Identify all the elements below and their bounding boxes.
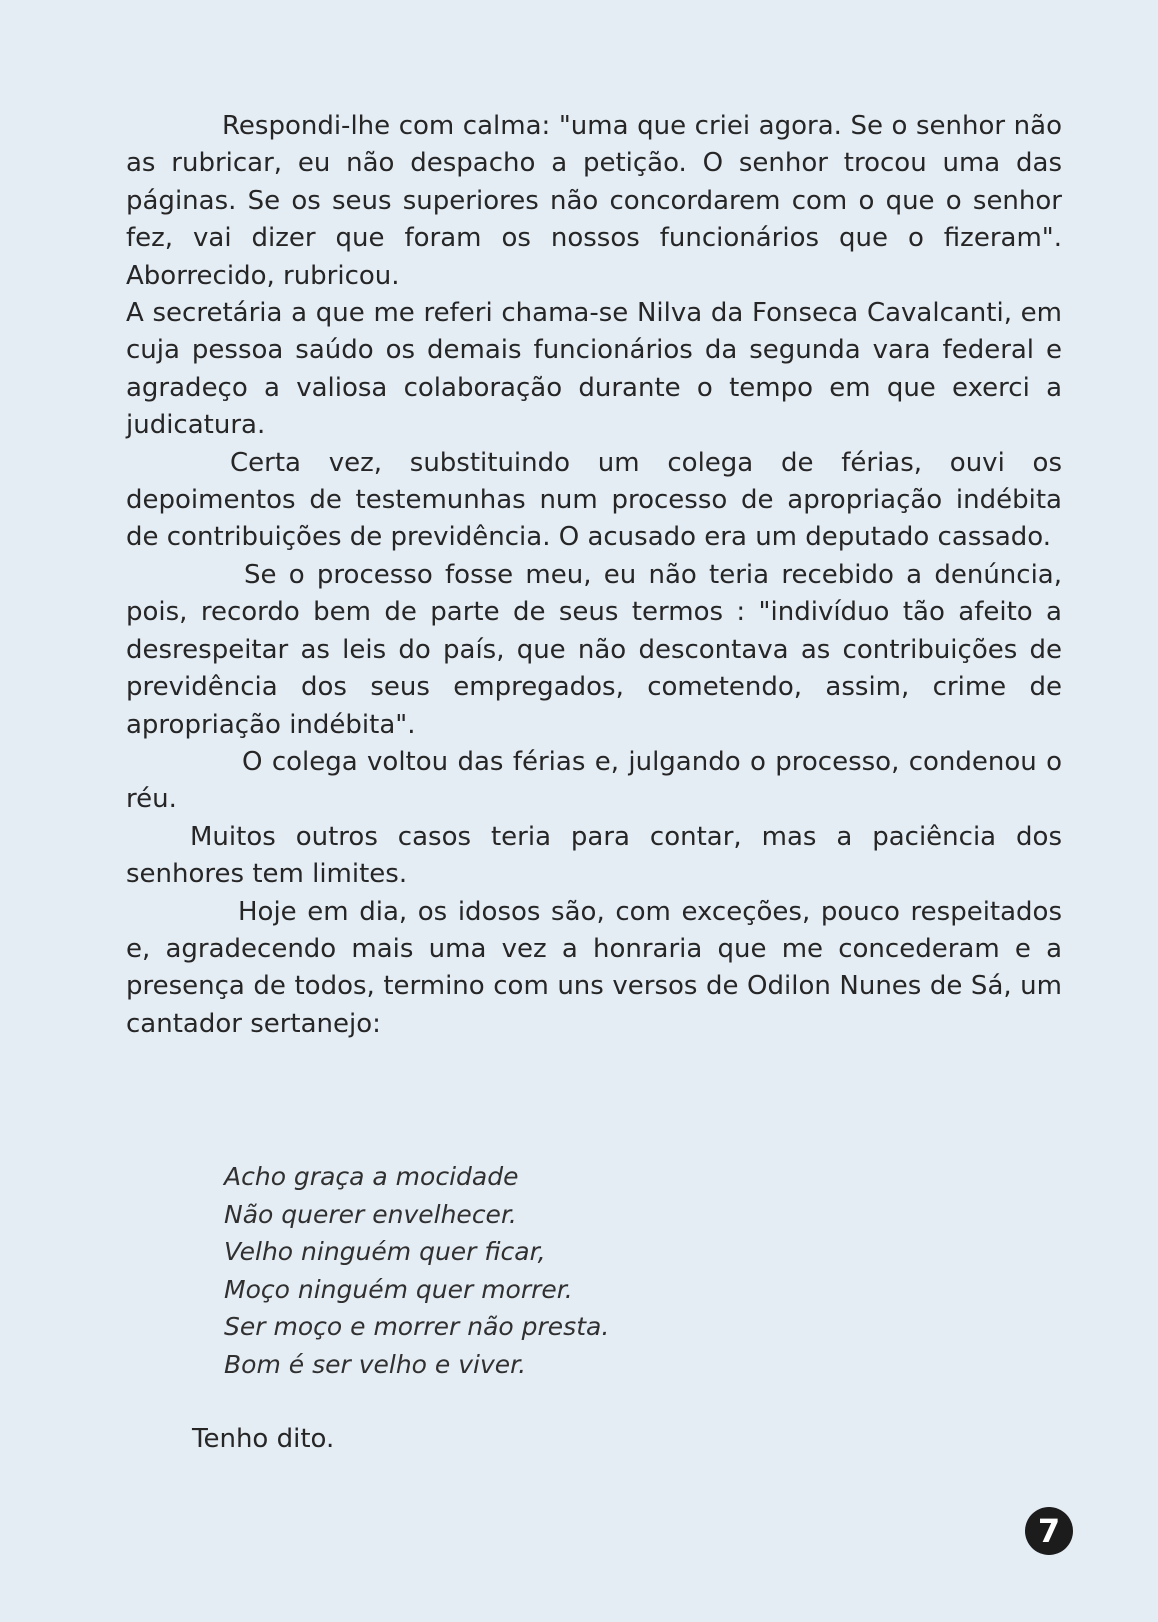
poem xyxy=(224,1158,609,1383)
poem-line: Ser moço e morrer não presta. xyxy=(224,1312,610,1341)
poem-line: Velho ninguém quer ficar, xyxy=(224,1237,546,1266)
paragraph: Hoje em dia, os idosos são, com exceções, pouco respeitados e, agradecendo mais uma vez a honraria que me concederam e a presença de todos, termino com uns versos de Odilon Nunes de Sá, um cantador sertanejo: xyxy=(126,896,1062,1039)
poem-line: Bom é ser velho e viver. xyxy=(224,1349,527,1379)
poem-line: Não querer envelhecer. xyxy=(224,1199,517,1229)
closing-text: Tenho dito. xyxy=(192,1424,335,1454)
body-text xyxy=(126,108,1062,1043)
poem-line: Acho graça a mocidade xyxy=(224,1162,519,1191)
paragraph: Muitos outros casos teria para contar, mas a paciência dos senhores tem limites. xyxy=(126,821,1062,890)
page-number-badge: 7 xyxy=(1025,1507,1073,1555)
paragraph: O colega voltou das férias e, julgando o processo, condenou o réu. xyxy=(126,746,1062,815)
poem-line: Moço ninguém quer morrer. xyxy=(224,1274,573,1304)
paragraph: A secretária a que me referi chama-se Nilva da Fonseca Cavalcanti, em cuja pessoa saúdo os demais funcionários da segunda vara federal e agradeço a valiosa colaboração durante o tempo em que exerci a judicatura. xyxy=(126,298,1062,441)
paragraph: Respondi-lhe com calma: "uma que criei agora. Se o senhor não as rubricar, eu não despacho a petição. O senhor trocou uma das páginas. Se os seus superiores não concordarem com o que o senhor fez, vai dizer que foram os nossos funcionários que o fizeram". Aborrecido, rubricou. xyxy=(126,111,1062,291)
paragraph: Certa vez, substituindo um colega de férias, ouvi os depoimentos de testemunhas num processo de apropriação indébita de contribuições de previdência. O acusado era um deputado cassado. xyxy=(126,447,1062,553)
paragraph: Se o processo fosse meu, eu não teria recebido a denúncia, pois, recordo bem de parte de seus termos : "indivíduo tão afeito a desrespeitar as leis do país, que não descontava as contribuições de previdência dos seus empregados, cometendo, assim, crime de apropriação indébita". xyxy=(126,559,1062,740)
